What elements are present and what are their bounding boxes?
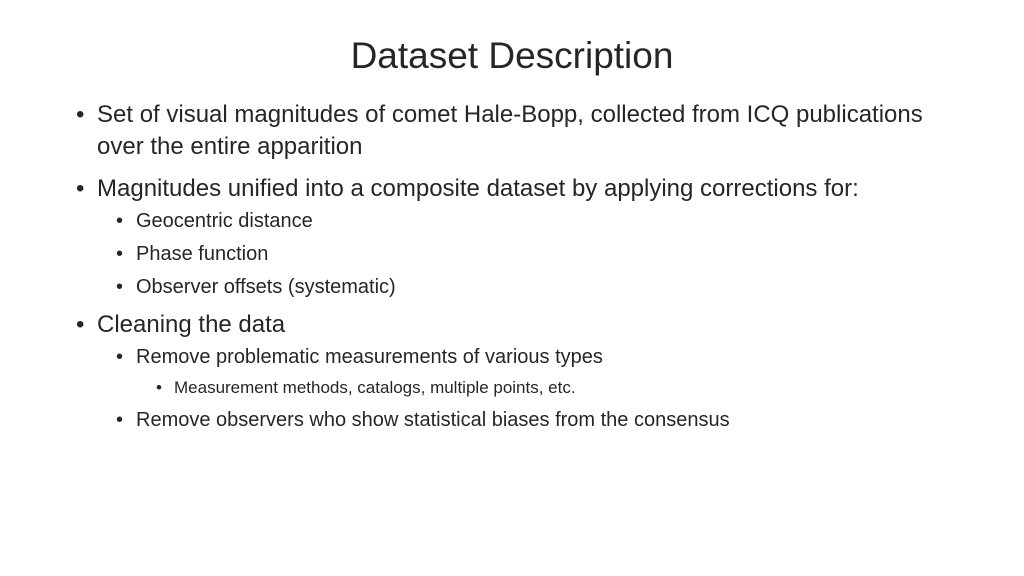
bullet-item <box>76 173 956 205</box>
sub-bullet-item <box>76 273 956 301</box>
sub-bullet-item <box>76 207 956 235</box>
bullet-icon: • <box>76 101 85 128</box>
bullet-item <box>76 99 956 163</box>
bullet-text: Cleaning the data <box>97 311 286 338</box>
sub-bullet-item <box>76 406 956 434</box>
sub-bullet-text: Geocentric distance <box>136 210 313 232</box>
bullet-item <box>76 309 956 341</box>
bullet-icon: • <box>116 210 124 232</box>
sub-bullet-text: Phase function <box>136 243 269 265</box>
bullet-icon: • <box>76 311 85 338</box>
bullet-list <box>76 99 956 439</box>
bullet-icon: • <box>76 175 85 202</box>
sub-bullet-item <box>76 240 956 268</box>
bullet-icon: • <box>116 346 124 368</box>
bullet-icon: • <box>116 409 124 431</box>
bullet-icon: • <box>156 378 162 397</box>
sub-bullet-text: Observer offsets (systematic) <box>136 276 396 298</box>
sub-sub-bullet-item <box>76 376 956 400</box>
sub-bullet-text: Remove observers who show statistical biases from the consensus <box>136 409 730 431</box>
bullet-icon: • <box>116 276 124 298</box>
sub-sub-bullet-text: Measurement methods, catalogs, multiple points, etc. <box>174 378 576 397</box>
slide-title: Dataset Description <box>350 35 674 76</box>
sub-bullet-item <box>76 343 956 371</box>
bullet-text: Magnitudes unified into a composite dataset by applying corrections for: <box>97 175 859 202</box>
bullet-text: Set of visual magnitudes of comet Hale-Bopp, collected from ICQ publications over the entire apparition <box>97 101 923 160</box>
sub-bullet-text: Remove problematic measurements of various types <box>136 346 603 368</box>
bullet-icon: • <box>116 243 124 265</box>
